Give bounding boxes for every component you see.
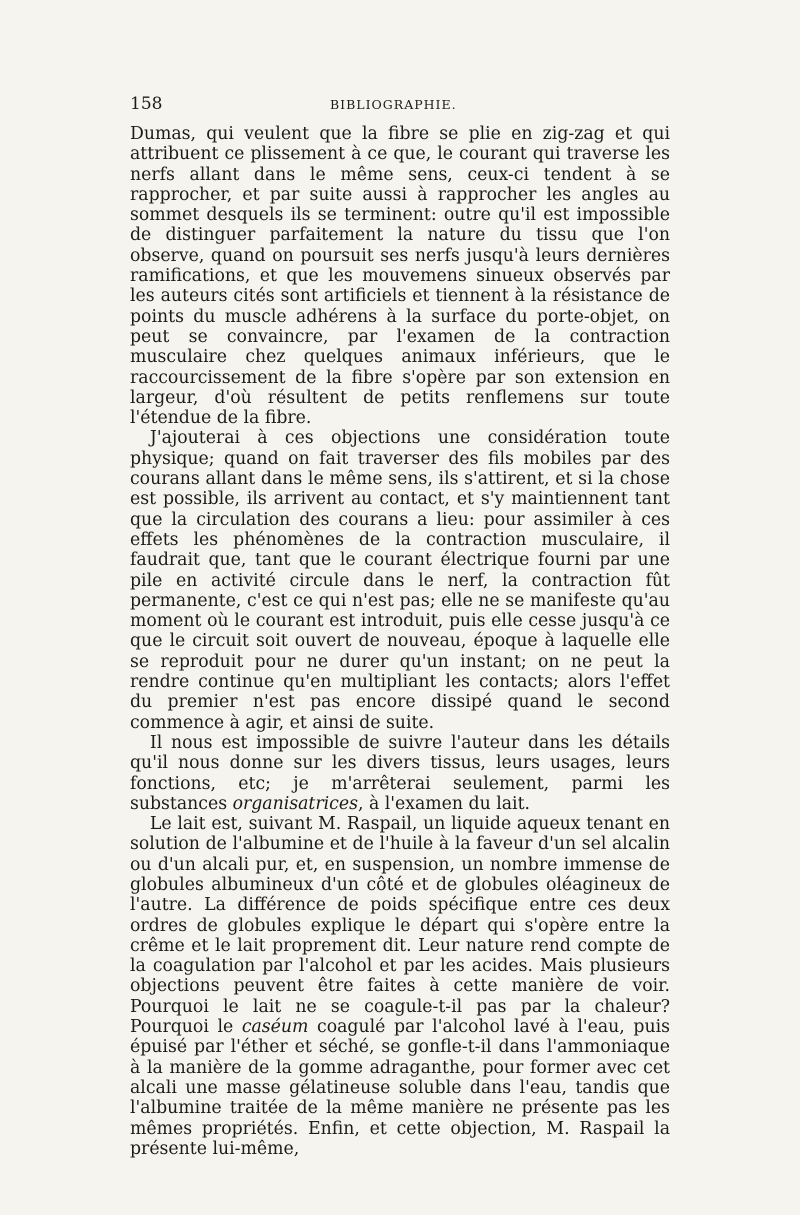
paragraph-3-text-before: Il nous est impossible de suivre l'auteur dans les détails qu'il nous donne sur les divers tissus, leurs usages, leurs fonctions, etc; je m'arrêterai seulement, parmi les substances <box>130 732 670 814</box>
paragraph-4-italic-term: caséum <box>241 1017 309 1038</box>
running-title: BIBLIOGRAPHIE. <box>330 97 457 112</box>
page-header <box>130 94 670 124</box>
paragraph-3-italic-term: organisatrices <box>232 793 358 814</box>
paragraph-1-text: Dumas, qui veulent que la fibre se plie en zig-zag et qui attribuent ce plissement à ce que, le courant qui traverse les nerfs allant dans le même sens, ceux-ci tendent à se rapprocher, et par suite aussi à rapprocher les angles au sommet desquels ils se terminent: outre qu'il est impossible de distinguer parfaitement la nature du tissu que l'on observe, quand on poursuit ses nerfs jusqu'à leurs dernières ramifications, et que les mouvemens sinueux observés par les auteurs cités sont artificiels et tiennent à la résistance de points du muscle adhérens à la surface du porte-objet, on peut se convaincre, par l'examen de la contraction musculaire chez quelques animaux inférieurs, que le raccourcissement de la fibre s'opère par son extension en largeur, d'où résultent de petits renflemens sur toute l'étendue de la fibre. <box>130 124 670 429</box>
paragraph-1 <box>130 124 670 428</box>
paragraph-2 <box>130 428 670 732</box>
paragraph-3-text-after: , à l'examen du lait. <box>357 793 531 814</box>
paragraph-4 <box>130 814 670 1159</box>
page-number: 158 <box>130 94 163 114</box>
paragraph-4-text-after: coagulé par l'alcohol lavé à l'eau, puis épuisé par l'éther et séché, se gonfle-t-il dans l'ammoniaque à la manière de la gomme adraganthe, pour former avec cet alcali une masse gélatineuse soluble dans l'eau, tandis que l'albumine traitée de la même manière ne présente pas les mêmes propriétés. Enfin, et cette objection, M. Raspail la présente lui-même, <box>130 1017 670 1159</box>
paragraph-2-text: J'ajouterai à ces objections une considération toute physique; quand on fait traverser des fils mobiles par des courans allant dans le même sens, ils s'attirent, et si la chose est possible, ils arrivent au contact, et s'y maintiennent tant que la circulation des courans a lieu: pour assimiler à ces effets les phénomènes de la contraction musculaire, il faudrait que, tant que le courant électrique fourni par une pile en activité circule dans le nerf, la contraction fût permanente, c'est ce qui n'est pas; elle ne se manifeste qu'au moment où le courant est introduit, puis elle cesse jusqu'à ce que le circuit soit ouvert de nouveau, époque à laquelle elle se reproduit pour ne durer qu'un instant; on ne peut la rendre continue qu'en multipliant les contacts; alors l'effet du premier n'est pas encore dissipé quand le second commence à agir, et ainsi de suite. <box>130 428 670 733</box>
book-page <box>130 94 670 1159</box>
paragraph-4-text-before: Le lait est, suivant M. Raspail, un liquide aqueux tenant en solution de l'albumine et de l'huile à la faveur d'un sel alcalin ou d'un alcali pur, et, en suspension, un nombre immense de globules albumineux d'un côté et de globules oléagineux de l'autre. La différence de poids spécifique entre ces deux ordres de globules explique le départ qui s'opère entre la crême et le lait proprement dit. Leur nature rend compte de la coagulation par l'alcohol et par les acides. Mais plusieurs objections peuvent être faites à cette manière de voir. Pourquoi le lait ne se coagule-t-il pas par la chaleur? Pourquoi le <box>130 814 670 1038</box>
body-text <box>130 124 670 1159</box>
paragraph-3 <box>130 733 670 814</box>
